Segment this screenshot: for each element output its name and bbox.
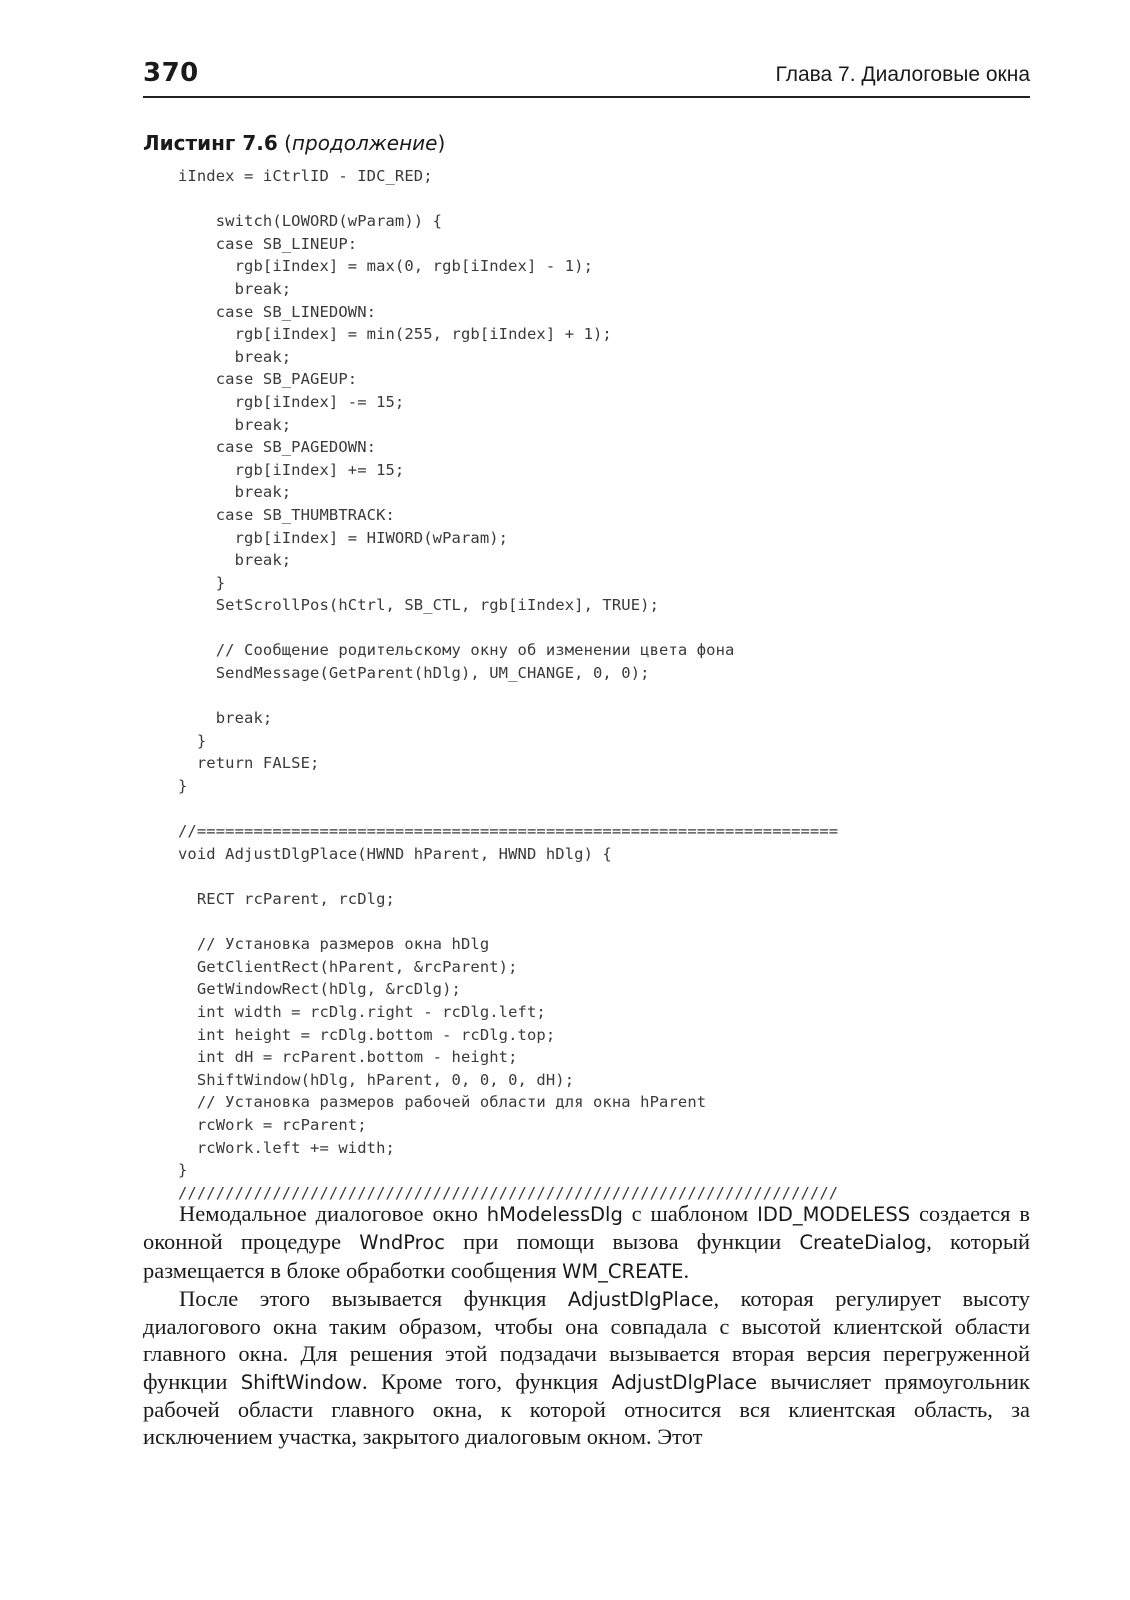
text-run: .: [683, 1257, 690, 1283]
code-term: WM_CREATE: [562, 1259, 684, 1283]
code-term: AdjustDlgPlace: [567, 1287, 714, 1311]
code-term: IDD_MODELESS: [757, 1203, 911, 1226]
text-run: , который размещается в блоке обработки сообщения: [143, 1229, 1030, 1283]
text-run: с шаблоном: [622, 1201, 758, 1226]
text-run: , которая регулирует высоту диалогового окна таким образом, чтобы она совпадала с высотой клиентской области главного окна. Для решения этой подзадачи вызывается вторая версия перегруженной функции: [143, 1285, 1030, 1394]
page-number: 370: [143, 58, 199, 88]
text-run: . Кроме того, функция: [361, 1368, 612, 1394]
code-term: ShiftWindow: [240, 1370, 362, 1394]
text-run: вычисляет прямоугольник рабочей области главного окна, к которой относится вся клиентская область, за исключением участка, закрытого диалоговым окном. Этот: [143, 1368, 1030, 1450]
page-header: [143, 56, 1030, 98]
text-run: при помощи вызова функции: [444, 1229, 800, 1255]
text-run: Немодальное диалоговое окно: [179, 1201, 487, 1226]
code-term: WndProc: [359, 1231, 445, 1255]
text-run: После этого вызывается функция: [179, 1285, 568, 1311]
listing-label: Листинг 7.6: [143, 131, 278, 155]
listing-note: продолжение: [291, 131, 438, 155]
code-term: hModelessDlg: [486, 1203, 623, 1226]
chapter-title: Глава 7. Диалоговые окна: [775, 63, 1030, 86]
listing-caption: Листинг 7.6 (продолжение): [143, 131, 446, 155]
code-listing: iIndex = iCtrlID - IDC_RED; switch(LOWORD(wParam)) { case SB_LINEUP: rgb[iIndex] = max(0, rgb[iIndex] - 1); break; case SB_LINEDOWN: rgb[iIndex] = min(255, rgb[iIndex] + 1); break; case SB_PAGEUP: rgb[iIndex] -= 15; break; case SB_PAGEDOWN: rgb[iIndex] += 15; break; case SB_THUMBTRACK: rgb[iIndex] = HIWORD(wParam); break; } SetScrollPos(hCtrl, SB_CTL, rgb[iIndex], TRUE); // Сообщение родительскому окну об изменении цвета фона SendMessage(GetParent(hDlg), UM_CHANGE, 0, 0); break; } return FALSE; } //==================================================================== void AdjustDlgPlace(HWND hParent, HWND hDlg) { RECT rcParent, rcDlg; // Установка размеров окна hDlg GetClientRect(hParent, &rcParent); GetWindowRect(hDlg, &rcDlg); int width = rcDlg.right - rcDlg.left; int height = rcDlg.bottom - rcDlg.top; int dH = rcParent.bottom - height; ShiftWindow(hDlg, hParent, 0, 0, 0, dH); // Установка размеров рабочей области для окна hParent rcWork = rcParent; rcWork.left += width; } //////////////////////////////////////////////////////////////////////: [178, 167, 839, 1202]
text-run: создается в оконной процедуре: [143, 1201, 1030, 1255]
paragraph: [143, 1285, 1030, 1451]
code-term: AdjustDlgPlace: [611, 1370, 758, 1394]
paragraph: [143, 1200, 1030, 1285]
code-term: CreateDialog: [799, 1231, 927, 1255]
body-text: [143, 1200, 1030, 1451]
